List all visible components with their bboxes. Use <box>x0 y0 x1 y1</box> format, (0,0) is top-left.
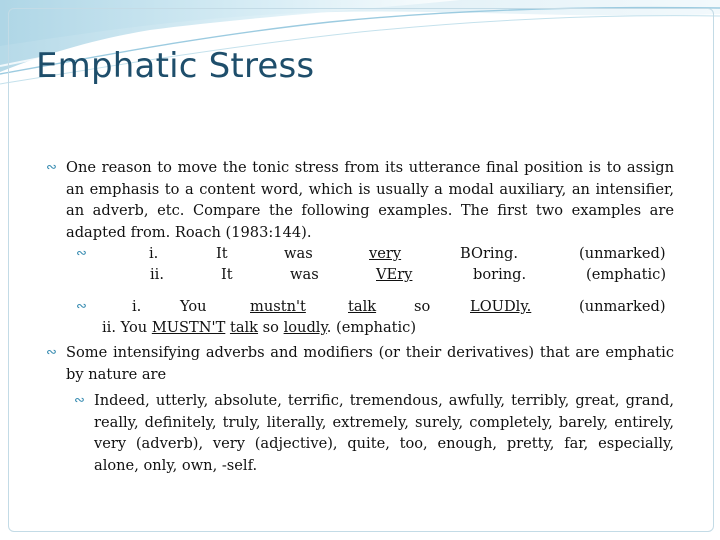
slide-title: Emphatic Stress <box>36 46 315 86</box>
bullet-paragraph-2: ∾ Some intensifying adverbs and modifiers (or their derivatives) that are emphatic by nature are <box>46 344 674 383</box>
swirl-bullet-icon: ∾ <box>74 393 85 408</box>
swirl-bullet-icon: ∾ <box>76 299 87 314</box>
bullet-paragraph-1: ∾ One reason to move the tonic stress from its utterance final position is to assign an emphasis to a content word, which is usually a modal auxiliary, an intensifier, an adverb, etc. Compare the following examples. The first two examples are adapted from. Roach (1983:144). <box>46 159 674 241</box>
example-2-row-2: ii. You MUSTN'T talk so loudly. (emphatic) <box>102 319 417 336</box>
example-1-row-2: ii. It was VEry boring. (emphatic) <box>150 266 667 283</box>
slide-body <box>46 157 674 476</box>
example-2-row-1: ∾ i. You mustn't talk so LOUDly. (unmarked) <box>46 296 674 317</box>
swirl-bullet-icon: ∾ <box>46 160 57 175</box>
example-1-row-1: ∾ i. It was very BOring. (unmarked) <box>46 243 674 264</box>
sub-bullet-paragraph: ∾ Indeed, utterly, absolute, terrific, tremendous, awfully, terribly, great, grand, really, definitely, truly, literally, extremely, surely, completely, barely, entirely, very (adverb), very (adjective), quite, too, enough, pretty, far, especially, alone, only, own, -self. <box>74 392 674 474</box>
swirl-bullet-icon: ∾ <box>76 246 87 261</box>
swirl-bullet-icon: ∾ <box>46 345 57 360</box>
